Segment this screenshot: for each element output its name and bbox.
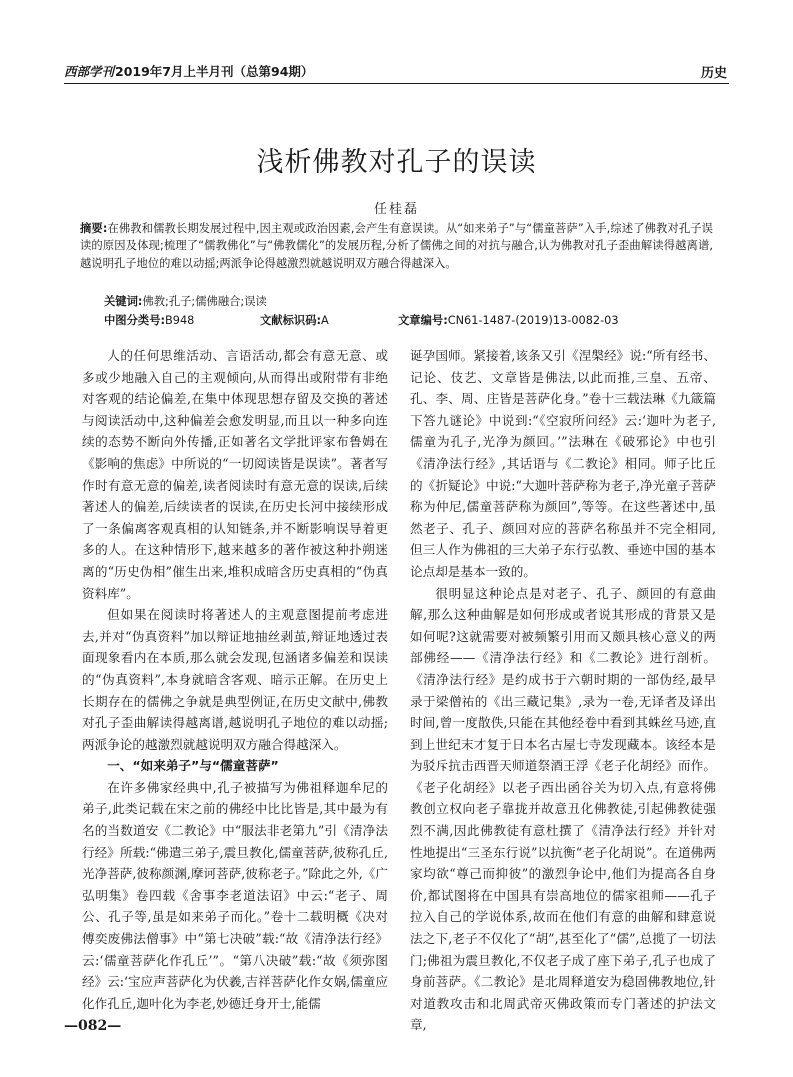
paragraph: 诞孕国师。紧接着,该条又引《涅槃经》说:“所有经书、记论、伎艺、文章皆是佛法,以此而推,三皇、五帝、孔、李、周、庄皆是菩萨化身。”卷十三载法琳《九箴篇下答九谜论》中说到:“《空寂所问经》云:‘迦叶为老子,儒童为孔子,光净为颜回。’”法琳在《破邪论》中也引《清净法行经》,其话语与《二教论》相同。师子比丘的《折疑论》中说:“大迦叶菩萨称为老子,净光童子菩萨称为仲尼,儒童菩萨称为颜回”,等等。在这些著述中,虽然老子、孔子、颜回对应的菩萨名称虽并不完全相同,但三人作为佛祖的三大弟子东行弘教、垂迹中国的基本论点却是基本一致的。: [410, 348, 716, 579]
article-no-label: 文章编号:: [398, 314, 448, 327]
page-header: [64, 60, 729, 82]
keywords-text: 佛教;孔子;儒佛融合;误读: [142, 295, 267, 308]
clc-value: B948: [165, 314, 195, 327]
abstract-label: 摘要:: [80, 222, 108, 235]
abstract: [80, 220, 713, 272]
keywords: [104, 293, 713, 309]
document-code: [260, 312, 329, 328]
body-column-left: [82, 345, 388, 1014]
clc-code: [104, 312, 194, 328]
journal-logo: 西部学刊: [64, 64, 115, 79]
keywords-label: 关键词:: [104, 295, 143, 308]
doc-code-value: A: [321, 314, 329, 327]
section-heading: 一、“如来弟子”与“儒童菩萨”: [107, 758, 279, 774]
page-number: —082—: [64, 1018, 122, 1034]
journal-info: [64, 62, 313, 80]
paragraph: 很明显这种论点是对老子、孔子、颜回的有意曲解,那么这种曲解是如何形成或者说其形成的背景又是如何呢?这就需要对被频繁引用而又颇具核心意义的两部佛经——《清净法行经》和《二教论》进行剖析。《清净法行经》是约成书于六朝时期的一部伪经,最早录于梁僧祐的《出三藏记集》,录为一卷,无译者及译出时间,曾一度散佚,只能在其他经卷中看到其蛛丝马迹,直到上世纪末才复于日本名古屋七寺发现藏本。该经本是为驳斥抗击西晋天师道祭酒王浮《老子化胡经》而作。《老子化胡经》以老子西出函谷关为切入点,有意将佛教创立权向老子靠拢并故意丑化佛教徒,引起佛教徒强烈不满,因此佛教徒有意杜撰了《清净法行经》并针对性地提出“三圣东行说”以抗衡“老子化胡说”。在道佛两家均欲“尊己而抑彼”的激烈争论中,他们为提高各自身价,都试图将在中国具有崇高地位的儒家祖师——孔子拉入自己的学说体系,故而在他们有意的曲解和肆意说法之下,老子不仅化了“胡”,甚至化了“儒”,总揽了一切法门;佛祖为震旦教化,不仅老子成了座下弟子,孔子也成了身前菩萨。《二教论》是北周释道安为稳固佛教地位,针对道教攻击和北周武帝灭佛政策而专门著述的护法文章,: [410, 585, 716, 1033]
body-column-right: [410, 345, 716, 1036]
abstract-text: 在佛教和儒教长期发展过程中,因主观或政治因素,会产生有意误读。从“如来弟子”与“儒童菩萨”入手,综述了佛教对孔子误读的原因及体现;梳理了“儒教佛化”与“佛教儒化”的发展历程,分析了儒佛之间的对抗与融合,认为佛教对孔子歪曲解读得越离谱,越说明孔子地位的难以动摇;两派争论得越激烈就越说明双方融合得越深入。: [80, 222, 713, 270]
section-label: 历史: [700, 66, 727, 81]
article-author: 任桂磊: [373, 202, 419, 217]
journal-issue: 2019年7月上半月刊（总第94期）: [115, 64, 314, 79]
doc-code-label: 文献标识码:: [260, 314, 322, 327]
article-number: [398, 312, 619, 328]
paragraph: 在许多佛家经典中,孔子被描写为佛祖释迦牟尼的弟子,此类记载在宋之前的佛经中比比皆是,其中最为有名的当数道安《二教论》中“服法非老第九”引《清净法行经》所载:“佛遣三弟子,震旦教化,儒童菩萨,彼称孔丘,光净菩萨,彼称颜渊,摩诃菩萨,彼称老子。”除此之外,《广弘明集》卷四载《舍事李老道法诏》中云:“老子、周公、孔子等,虽是如来弟子而化。”卷十二载明概《决对傅奕废佛法僧事》中“第七决破”载:“故《清净法行经》云:‘儒童菩萨化作孔丘’”。“第八决破”载:“故《须弥图经》云:‘宝应声菩萨化为伏羲,吉祥菩萨化作女娲,儒童应化作孔丘,迦叶化为李老,妙德迁身开士,能儒: [82, 779, 388, 1011]
article-no-value: CN61-1487-(2019)13-0082-03: [447, 314, 619, 327]
article-title: 浅析佛教对孔子的误读: [256, 147, 537, 178]
paragraph: 但如果在阅读时将著述人的主观意图提前考虑进去,并对“伪真资料”加以辩证地抽丝剥茧,辩证地透过表面现象看内在本质,那么就会发现,包涵诸多偏差和误读的“伪真资料”,本身就暗含客观、暗示正解。在历史上长期存在的儒佛之争就是典型例证,在历史文献中,佛教对孔子歪曲解读得越离谱,越说明孔子地位的难以动摇;两派争论的越激烈就越说明双方融合得越深入。: [82, 607, 388, 752]
paragraph: 人的任何思维活动、言语活动,都会有意无意、或多或少地融入自己的主观倾向,从而得出或附带有非绝对客观的结论偏差,在集中体现思想存留及交换的著述与阅读活动中,这种偏差会愈发明显,而且以一种多向连续的态势不断向外传播,正如著名文学批评家布鲁姆在《影响的焦虑》中所说的“一切阅读皆是误读”。著者写作时有意无意的偏差,读者阅读时有意无意的误读,后续著述人的偏差,后续读者的误读,在历史长河中接续形成了一条偏离客观真相的认知链条,并不断影响误导着更多的人。在这种情形下,越来越多的著作被这种扑朔迷离的“历史伪相”催生出来,堆积成暗含历史真相的“伪真资料库”。: [82, 348, 388, 601]
header-rule: [64, 83, 729, 84]
clc-label: 中图分类号:: [104, 314, 166, 327]
